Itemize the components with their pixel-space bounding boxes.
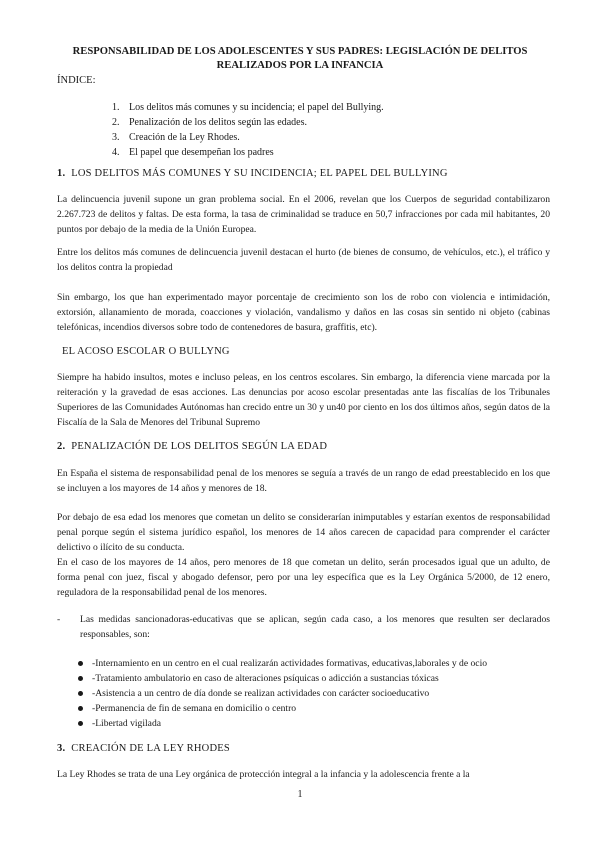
list-item-text: -Libertad vigilada (92, 718, 161, 729)
section-title: LOS DELITOS MÁS COMUNES Y SU INCIDENCIA; EL PAPEL DEL BULLYING (71, 168, 448, 179)
list-item (78, 716, 487, 731)
section-2-paragraph-3: En el caso de los mayores de 14 años, pero menores de 18 que cometan un delito, serán procesados igual que un adulto, de forma penal con juez, fiscal y abogado defensor, pero por una ley específica que es la Ley Orgánica 5/2000, de 12 enero, reguladora de la responsabilidad penal de los menores. (57, 557, 550, 598)
toc-item-text: Penalización de los delitos según las edades. (129, 117, 308, 128)
toc-item (112, 115, 384, 130)
measures-intro-text: Las medidas sancionadoras-educativas que se aplican, según cada caso, a los menores que resulten ser declarados responsables, son: (80, 614, 550, 640)
index-label: ÍNDICE: (57, 75, 96, 86)
section-1-paragraph-1: La delincuencia juvenil supone un gran problema social. En el 2006, revelan que los Cuerpos de seguridad contabilizaron 2.267.723 de delitos y faltas. De esta forma, la tasa de criminalidad se traduce en 50,7 infracciones por cada mil habitantes, 20 puntos por debajo de la media de la Unión Europea. (57, 194, 550, 235)
bullet-icon (78, 721, 83, 726)
document-title: RESPONSABILIDAD DE LOS ADOLESCENTES Y SUS PADRES: LEGISLACIÓN DE DELITOS REALIZADOS POR LA INFANCIA (72, 46, 528, 71)
list-item (78, 686, 487, 701)
bullet-icon (78, 661, 83, 666)
bullet-icon (78, 691, 83, 696)
section-2-paragraph-1: En España el sistema de responsabilidad penal de los menores se seguía a través de un rango de edad preestablecido en los que se incluyen a los mayores de 14 años y menores de 18. (57, 468, 550, 494)
toc-item-number: 4. (112, 147, 120, 158)
subsection-heading: EL ACOSO ESCOLAR O BULLYNG (62, 346, 230, 357)
list-item-text: -Permanencia de fin de semana en domicilio o centro (92, 703, 297, 714)
section-title: PENALIZACIÓN DE LOS DELITOS SEGÚN LA EDAD (71, 441, 328, 452)
bullet-icon (78, 676, 83, 681)
bullet-icon (78, 706, 83, 711)
section-1-heading (57, 168, 448, 179)
section-number: 1. (57, 168, 66, 179)
section-1-paragraph-2: Entre los delitos más comunes de delincuencia juvenil destacan el hurto (de bienes de consumo, de vehículos, etc.), el tráfico y los delitos contra la propiedad (57, 247, 550, 273)
toc-item (112, 145, 384, 160)
section-1-paragraph-3: Sin embargo, los que han experimentado mayor porcentaje de crecimiento son los de robo con violencia e intimidación, extorsión, allanamiento de morada, coacciones y violación, vandalismo y daños en las cosas sin sentido ni objeto (cabinas telefónicas, incendios diversos sobre todo de contenedores de basura, graffitis, etc). (57, 292, 550, 333)
toc-item-number: 1. (112, 102, 120, 113)
toc-item (112, 100, 384, 115)
section-title: CREACIÓN DE LA LEY RHODES (71, 743, 230, 754)
list-item (78, 701, 487, 716)
list-item-text: -Asistencia a un centro de día donde se realizan actividades con carácter socioeducativo (92, 688, 430, 699)
section-3-heading (57, 743, 230, 754)
toc-item (112, 130, 384, 145)
toc-item-text: El papel que desempeñan los padres (129, 147, 274, 158)
toc-item-number: 2. (112, 117, 120, 128)
table-of-contents (112, 100, 384, 160)
measures-intro (57, 612, 550, 642)
list-item (78, 671, 487, 686)
toc-item-number: 3. (112, 132, 120, 143)
section-3-paragraph-1: La Ley Rhodes se trata de una Ley orgánica de protección integral a la infancia y la adolescencia frente a la (57, 769, 470, 780)
section-2-paragraph-2: Por debajo de esa edad los menores que cometan un delito se considerarían inimputables y estarían exentos de responsabilidad penal porque según el sistema jurídico español, los menores de 14 años carecen de capacidad para comprender el carácter delictivo o ilícito de su conducta. (57, 512, 550, 553)
list-item-text: -Tratamiento ambulatorio en caso de alteraciones psíquicas o adicción a sustancias tóxicas (92, 673, 439, 684)
dash-marker: - (57, 614, 61, 625)
section-number: 3. (57, 743, 66, 754)
list-item (78, 656, 487, 671)
toc-item-text: Los delitos más comunes y su incidencia; el papel del Bullying. (129, 102, 384, 113)
toc-item-text: Creación de la Ley Rhodes. (129, 132, 240, 143)
section-2-heading (57, 441, 327, 452)
measures-list (78, 656, 487, 731)
subsection-paragraph: Siempre ha habido insultos, motes e incluso peleas, en los centros escolares. Sin embargo, la diferencia viene marcada por la reiteración y la gravedad de esas acciones. Las denuncias por acoso escolar presentadas ante las fiscalías de los Tribunales Superiores de las Comunidades Autónomas han crecido entre un 30 y un40 por ciento en los dos últimos años, según datos de la Fiscalía de la Sala de Menores del Tribunal Supremo (57, 372, 550, 428)
page-number: 1 (297, 789, 303, 800)
list-item-text: -Internamiento en un centro en el cual realizarán actividades formativas, educativas,laborales y de ocio (92, 658, 488, 669)
section-number: 2. (57, 441, 66, 452)
